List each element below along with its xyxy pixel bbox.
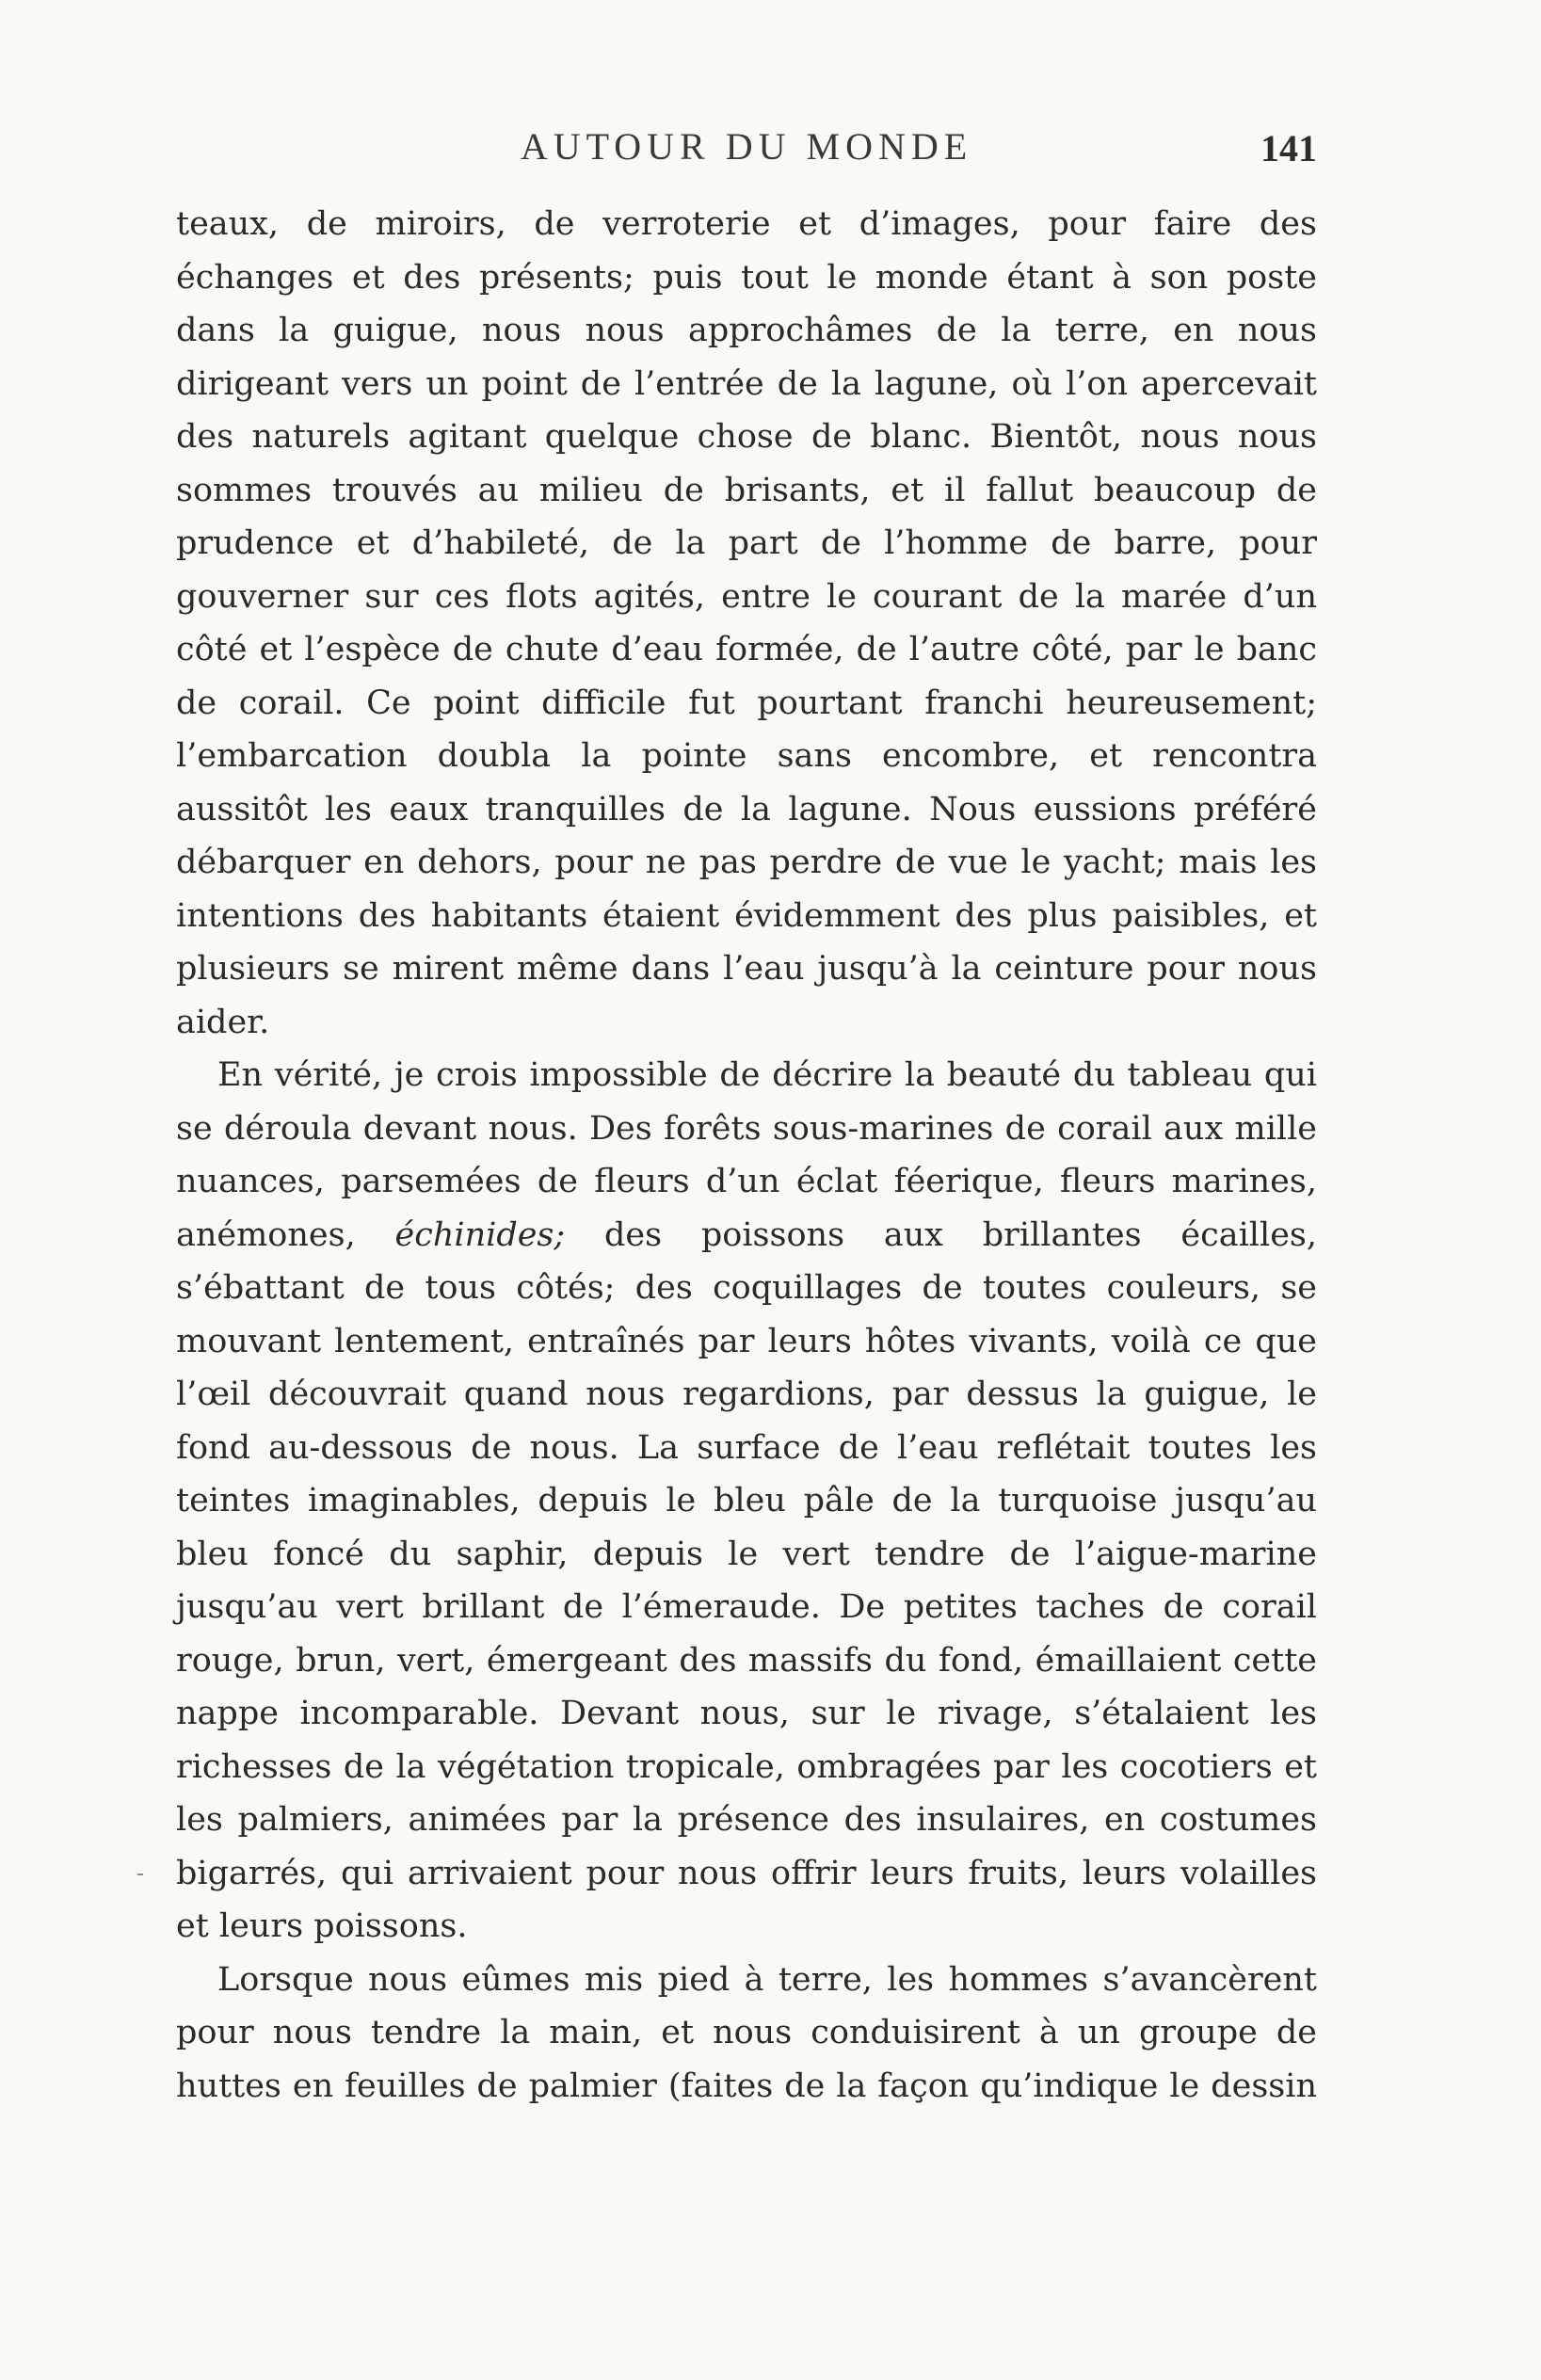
paragraph-2-text-b: des poissons aux brillantes écailles, s’ébattant de tous côtés; des coquillages de toutes couleurs, se mouvant lentement, entraînés par leurs hôtes vivants, voilà ce que l’œil découvrait quand nous regardions, par dessus la guigue, le fond au-dessous de nous. La surface de l’eau reflétait toutes les teintes imaginables, depuis le bleu pâle de la turquoise jusqu’au bleu foncé du saphir, depuis le vert tendre de l’aigue-marine jusqu’au vert brillant de l’émeraude. De petites taches de corail rouge, brun, vert, émergeant des massifs du fond, émaillaient cette nappe incomparable. Devant nous, sur le rivage, s’étalaient les richesses de la végétation tropicale, ombragées par les cocotiers et les palmiers, animées par la présence des insulaires, en costumes bigarrés, qui arrivaient pour nous offrir leurs fruits, leurs volailles et leurs poissons. [176, 1215, 1317, 1945]
paragraph-1-text: teaux, de miroirs, de verroterie et d’images, pour faire des échanges et des présents; puis tout le monde étant à son poste dans la guigue, nous nous approchâmes de la terre, en nous dirigeant vers un point de l’entrée de la lagune, où l’on apercevait des naturels agitant quelque chose de blanc. Bientôt, nous nous sommes trouvés au milieu de brisants, et il fallut beaucoup de prudence et d’habileté, de la part de l’homme de barre, pour gouverner sur ces flots agités, entre le courant de la marée d’un côté et l’espèce de chute d’eau formée, de l’autre côté, par le banc de corail. Ce point difficile fut pourtant franchi heureusement; l’embarcation doubla la pointe sans encombre, et rencontra aussitôt les eaux tranquilles de la lagune. Nous eussions préféré débarquer en dehors, pour ne pas perdre de vue le yacht; mais les intentions des habitants étaient évidemment des plus paisibles, et plusieurs se mirent même dans l’eau jusqu’à la ceinture pour nous aider. [176, 205, 1317, 1041]
paragraph-3-text: Lorsque nous eûmes mis pied à terre, les hommes s’avancèrent pour nous tendre la main, et nous conduisirent à un groupe de huttes en feuilles de palmier (faites de la façon qu’indique le dessin [176, 1960, 1317, 2105]
page-number: 141 [1260, 127, 1317, 169]
paragraph-2-text-a: En vérité, je crois impossible de décrire la beauté du tableau qui se déroula devant nous. Des forêts sous-marines de corail aux mille nuances, parsemées de fleurs d’un éclat féerique, fleurs marines, anémones, [176, 1056, 1317, 1254]
margin-mark [137, 1873, 143, 1875]
paragraph-2-italic-term: échinides; [394, 1215, 566, 1254]
paragraph-1 [176, 198, 1317, 1049]
running-title: AUTOUR DU MONDE [520, 125, 973, 168]
paragraph-3 [176, 1954, 1317, 2114]
paragraph-2 [176, 1049, 1317, 1954]
body-text [176, 198, 1317, 2113]
running-header [176, 124, 1317, 181]
